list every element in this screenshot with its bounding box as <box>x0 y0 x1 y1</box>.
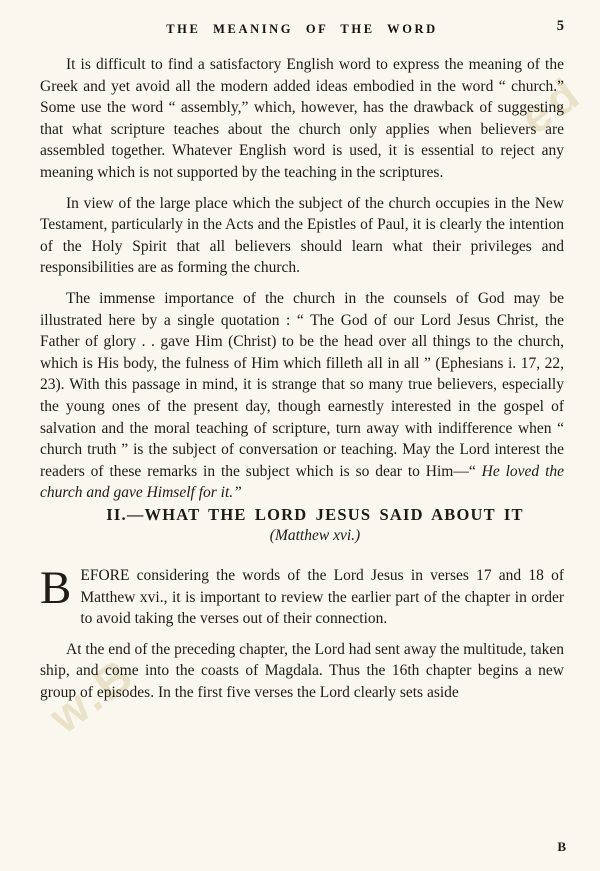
paragraph-3-main: The immense importance of the church in the counsels of God may be illustrated here by a single quotation : “ The God of our Lord Jesus Christ, the Father of glory . . gave Him (Christ) to be the head over all things to the church, which is His body, the fulness of Him which filleth all in all ” (Ephesians i. 17, 22, 23). With this passage in mind, it is strange that so many true believers, especially the young ones of the present day, though earnestly interested in the gospel of salvation and the moral teaching of scripture, turn away with indifference when “ church truth ” is the subject of conversation or teaching. May the Lord interest the readers of these remarks in the subject which is so dear to Him—“ <box>40 289 564 480</box>
running-header <box>40 20 564 42</box>
section-subtitle: (Matthew xvi.) <box>269 527 361 545</box>
paragraph-2: In view of the large place which the subject of the church occupies in the New Testament, particularly in the Acts and the Epistles of Paul, it is clearly the intention of the Holy Spirit that all believers should learn what their privileges and responsibilities are as forming the church. <box>40 194 564 277</box>
paragraph-3-italic-quote: He loved the church and gave Himself for it.” <box>40 462 565 502</box>
watermark-fragment-top: ed <box>510 65 592 145</box>
body-text <box>40 54 564 704</box>
running-header-title: THE MEANING OF THE WORD <box>166 22 438 36</box>
paragraph-3 <box>40 288 564 504</box>
paragraph-4 <box>40 562 564 630</box>
paragraph-1: It is difficult to find a satisfactory English word to express the meaning of the Greek and yet avoid all the modern added ideas embodied in the word “ church.” Some use the word “ assembly,” which, however, has the drawback of suggesting that what scripture teaches about the church only applies when believers are assembled together. Whatever English word is used, it is essential to reject any meaning which is not supported by the teaching in the scriptures. <box>40 56 564 181</box>
paragraph-4-rest: EFORE considering the words of the Lord Jesus in verses 17 and 18 of Matthew xvi., it is important to review the earlier part of the chapter in order to avoid taking the verses out of their connection. <box>80 567 564 628</box>
paragraph-5: At the end of the preceding chapter, the Lord had sent away the multitude, taken ship, and come into the coasts of Magdala. Thus the 16th chapter begins a new group of episodes. In the first five verses the Lord clearly sets aside <box>40 640 564 702</box>
section-heading: II.—WHAT THE LORD JESUS SAID ABOUT IT <box>106 504 524 524</box>
watermark-fragment-bottom: w.B <box>39 646 145 744</box>
signature-mark: B <box>557 839 566 854</box>
page-content <box>40 20 564 704</box>
page-number: 5 <box>556 18 564 34</box>
drop-cap: B <box>40 562 72 615</box>
